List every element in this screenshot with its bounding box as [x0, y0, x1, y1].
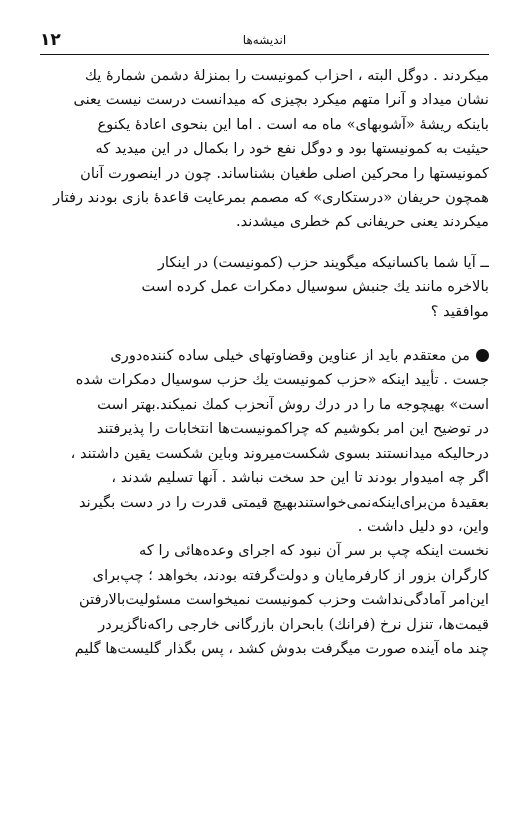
page-number: ۱۲ [40, 30, 61, 50]
text-line: میکردند یعنی حریفانی کم خطری میشدند. [236, 213, 489, 231]
running-title: اندیشه‌ها [242, 33, 287, 47]
text-line: نخست اینکه چپ بر سر آن نبود که اجرای وعده‌هائی را که [139, 542, 489, 560]
text-line: حیثیت به کمونیستها بود و دوگل نفع خود را بکمال در این میدید که [95, 140, 489, 158]
text-line [40, 344, 489, 368]
text-line: باینکه ریشهٔ «آشوبهای» ماه مه است . اما این بنحوی اعادهٔ یکنوع [97, 115, 489, 133]
answer-first-line-text: من معتقدم باید از عناوین وقضاوتهای خیلی ساده کننده‌دوری [110, 347, 470, 365]
text-line: اگر چه امیدوار بودند تا این حد سخت نباشد . آنها تسلیم شدند ، [111, 469, 489, 487]
text-line: است» بهیچوجه ما را در درك روش آنحزب کمك نمیکند.بهتر است [97, 395, 489, 413]
interview-answer [40, 344, 489, 539]
body-text [40, 64, 489, 661]
text-line: این‌امر آمادگی‌نداشت وحزب کمونیست نمیخواست مسئولیت‌بالارفتن [78, 591, 489, 609]
text-line: جست . تأیید اینکه «حزب کمونیست یك حزب سوسیال دمکرات شده [75, 371, 489, 389]
text-line: بالاخره مانند یك جنبش سوسیال دمکرات عمل کرده است [141, 278, 489, 296]
text-line: درحالیکه میدانستند بسوی شکست‌میروند وباین شکست یقین داشتند ، [70, 444, 489, 462]
paragraph [40, 539, 489, 661]
text-line: نشان میداد و آنرا متهم میکرد بچیزی که میدانست درست نیست یعنی [73, 91, 489, 109]
text-line: چند ماه آینده صورت میگرفت بدوش کشد ، پس بگذار گلیست‌ها گلیم [74, 639, 489, 657]
text-line: بعقیدهٔ من‌برای‌اینکه‌نمی‌خواستندبهیچ قیمتی قدرت را در دست بگیرند [79, 493, 489, 511]
text-line: همچون حریفان «درستکاری» که مصمم بمرعایت قاعدهٔ بازی بودند رفتار [53, 189, 489, 207]
page-header [40, 28, 489, 55]
bullet-icon [476, 349, 489, 362]
text-line: در توضیح این امر بکوشیم که چراکمونیست‌ها انتخابات را پذیرفتند [96, 420, 489, 438]
text-line: کارگران بزور از کارفرمایان و دولت‌گرفته بودند، بخواهد ؛ چپ‌برای [92, 566, 489, 584]
text-line: ــ آیا شما باکسانیکه میگویند حزب (کمونیست) در اینکار [157, 253, 489, 271]
interview-question [40, 251, 489, 324]
paragraph [40, 64, 489, 235]
text-line: قیمت‌ها، تنزل نرخ (فرانك) بابحران بازرگانی خارجی راکه‌ناگزیردر [98, 615, 489, 633]
text-line: میکردند . دوگل البته ، احزاب کمونیست را بمنزلهٔ دشمن شمارهٔ یك [84, 67, 489, 84]
text-line: واین، دو دلیل داشت . [357, 517, 489, 535]
text-line: موافقید ؟ [430, 302, 489, 320]
text-line: کمونیستها را محرکین اصلی طغیان بشناساند. چون در اینصورت آنان [80, 164, 489, 182]
